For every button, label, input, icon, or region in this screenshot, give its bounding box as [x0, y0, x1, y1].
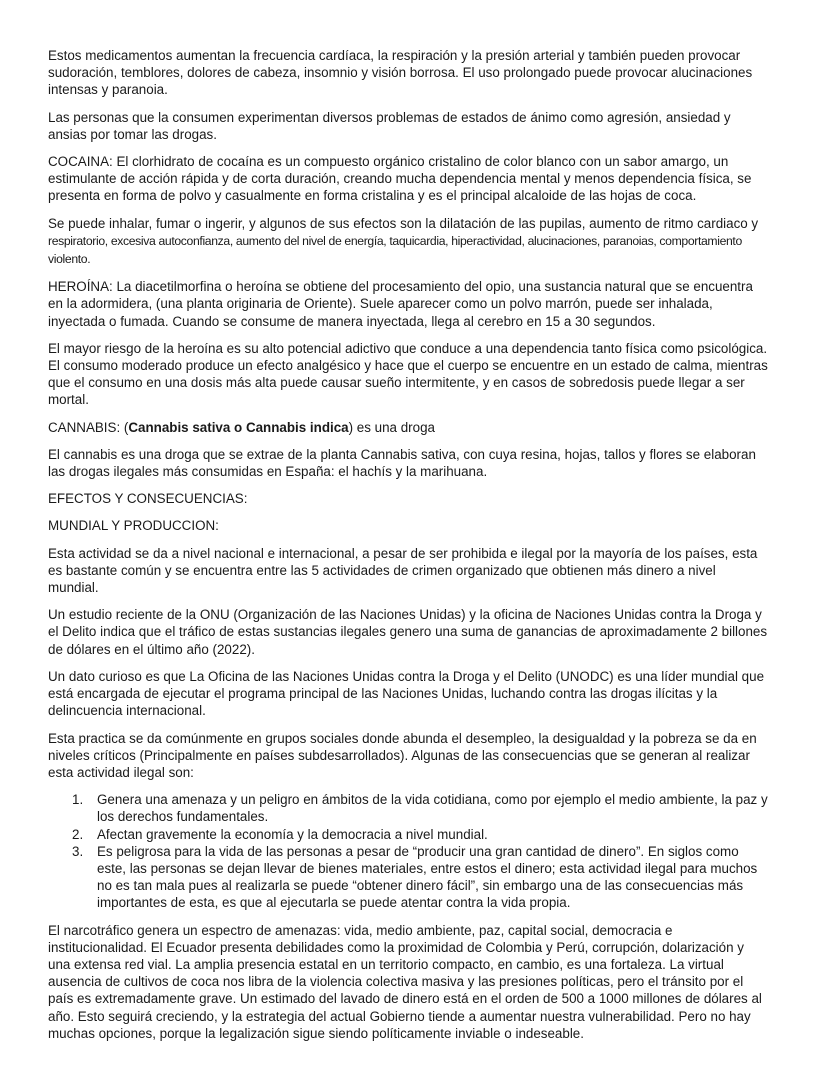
heading-world-production: MUNDIAL Y PRODUCCION:: [48, 518, 219, 534]
paragraph-cocaine-effects: [48, 215, 768, 269]
list-item-number: 1.: [72, 792, 84, 808]
list-item-text: Afectan gravemente la economía y la democracia a nivel mundial.: [97, 826, 488, 842]
cocaine-effects-line: Se puede inhalar, fumar o ingerir, y algunos de sus efectos son la dilatación de las pupilas, aumento de ritmo cardiaco y: [48, 215, 759, 231]
list-item-text: Genera una amenaza y un peligro en ámbitos de la vida cotidiana, como por ejemplo el medio ambiente, la paz y los derechos fundamentales.: [97, 792, 768, 825]
paragraph-unodc: Un dato curioso es que La Oficina de las Naciones Unidas contra la Droga y el Delito (UNODC) es una líder mundial que está encargada de ejecutar el programa principal de las Naciones Unidas, luchando contra las drogas ilícitas y la delincuencia internacional.: [48, 668, 765, 719]
paragraph-heroin: HEROÍNA: La diacetilmorfina o heroína se obtiene del procesamiento del opio, una sustancia natural que se encuentra en la adormidera, (una planta originaria de Oriente). Suele aparecer como un polvo marrón, puede ser inhalada, inyectada o fumada. Cuando se consume de manera inyectada, llega al cerebro en 15 a 30 segundos.: [48, 279, 753, 329]
paragraph-social-groups: Esta practica se da comúnmente en grupos sociales donde abunda el desempleo, la desigualdad y la pobreza se da en niveles críticos (Principalmente en países subdesarrollados). Algunas de las consecuencias que se generan al realizar esta actividad ilegal son:: [48, 730, 757, 780]
paragraph-stimulant-effects: Estos medicamentos aumentan la frecuencia cardíaca, la respiración y la presión arterial y también pueden provocar sudoración, temblores, dolores de cabeza, insomnio y visión borrosa. El uso prolongado puede provocar alucinaciones intensas y paranoia.: [48, 48, 753, 98]
paragraph-cocaine: COCAINA: El clorhidrato de cocaína es un compuesto orgánico cristalino de color blanco con un sabor amargo, un estimulante de acción rápida y de corta duración, creando mucha dependencia mental y menos dependencia física, se presenta en forma de polvo y casualmente en forma cristalina y es el principal alcaloide de las hojas de coca.: [48, 154, 752, 204]
paragraph-heroin-risk: El mayor riesgo de la heroína es su alto potencial adictivo que conduce a una dependencia tanto física como psicológica. El consumo moderado produce un efecto analgésico y hace que el cuerpo se encuentre en un estado de calma, mientras que el consumo en una dosis más alta puede causar sueño intermitente, y en casos de sobredosis puede llegar a ser mortal.: [48, 340, 768, 408]
paragraph-onu-study: Un estudio reciente de la ONU (Organización de las Naciones Unidas) y la oficina de Naciones Unidas contra la Droga y el Delito indica que el tráfico de estas sustancias ilegales genero una suma de ganancias de aproximadamente 2 billones de dólares en el último año (2022).: [48, 607, 768, 657]
cannabis-species: Cannabis sativa o Cannabis indica: [128, 419, 349, 435]
paragraph-narcotrafico: El narcotráfico genera un espectro de amenazas: vida, medio ambiente, paz, capital social, democracia e institucionalidad. El Ecuador presenta debilidades como la proximidad de Colombia y Perú, corrupción, dolarización y una extensa red vial. La amplia presencia estatal en un territorio compacto, en cambio, es una fortaleza. La virtual ausencia de cultivos de coca nos libra de la violencia colectiva masiva y las presiones políticas, pero el tránsito por el país es extremadamente grave. Un estimado del lavado de dinero está en el orden de 500 a 1000 millones de dólares al año. Esto seguirá creciendo, y la estrategia del actual Gobierno tiende a aumentar nuestra vulnerabilidad. Pero no hay muchas opciones, porque la legalización sigue siendo políticamente inviable o indeseable.: [48, 922, 762, 1041]
paragraph-activity-scope: Esta actividad se da a nivel nacional e internacional, a pesar de ser prohibida e ilegal por la mayoría de los países, esta es bastante común y se encuentra entre las 5 actividades de crimen organizado que obtienen más dinero a nivel mundial.: [48, 545, 758, 596]
paragraph-mood-problems: Las personas que la consumen experimentan diversos problemas de estados de ánimo como agresión, ansiedad y ansias por tomar las drogas.: [48, 109, 731, 142]
list-item: [48, 826, 768, 843]
list-item-text: Es peligrosa para la vida de las personas a pesar de “producir una gran cantidad de dinero”. En siglos como este, las personas se dejan llevar de bienes materiales, entre estos el dinero; esta actividad ilegal para muchos no es tan mala pues al realizarla se puede “obtener dinero fácil”, sin embargo una de las consecuencias más importantes de esta, es que al ejecutarla se puede atentar contra la vida propia.: [97, 843, 758, 911]
heading-effects: EFECTOS Y CONSECUENCIAS:: [48, 491, 248, 507]
consequences-list: [48, 791, 768, 911]
list-item-number: 2.: [72, 826, 84, 842]
paragraph-cannabis: El cannabis es una droga que se extrae de la planta Cannabis sativa, con cuya resina, hojas, tallos y flores se elaboran las drogas ilegales más consumidas en España: el hachís y la marihuana.: [48, 446, 756, 480]
cocaine-effects-list: respiratorio, excesiva autoconfianza, aumento del nivel de energía, taquicardia, hiperactividad, alucinaciones, paranoias, comportamiento violento.: [48, 233, 742, 267]
list-item-number: 3.: [72, 843, 84, 859]
paragraph-cannabis-heading: [48, 419, 768, 436]
cannabis-label: CANNABIS: (: [48, 419, 129, 435]
cannabis-suffix: ) es una droga: [348, 419, 435, 435]
list-item: [48, 791, 768, 825]
list-item: [48, 843, 768, 912]
